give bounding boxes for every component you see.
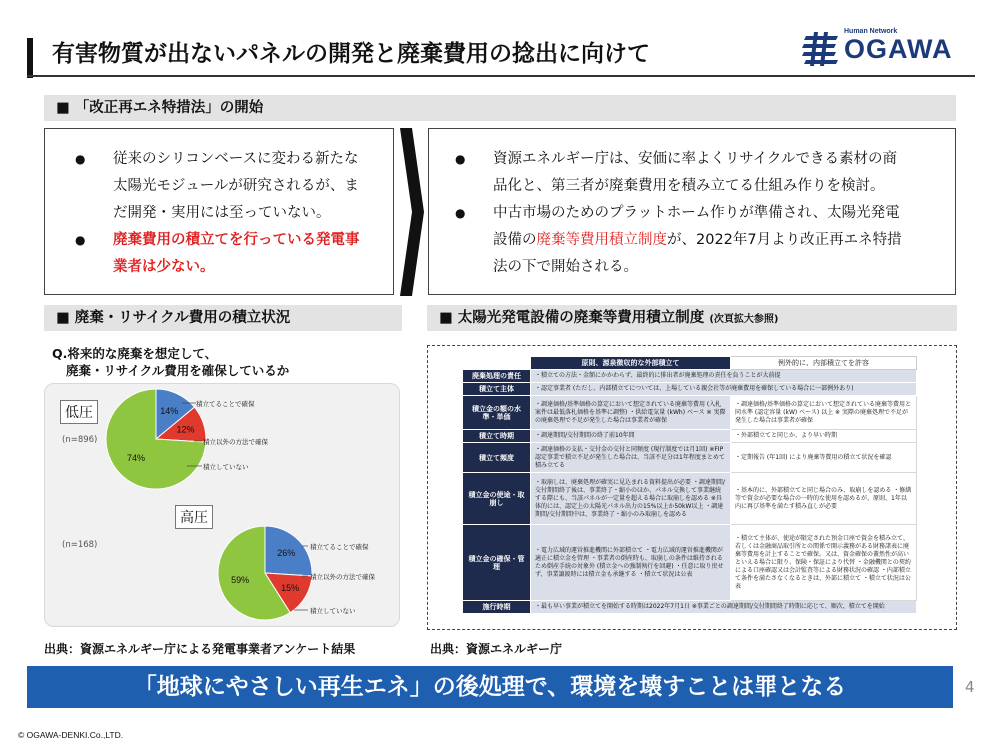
section-heading-note: (次頁拡大参照) bbox=[709, 314, 779, 325]
right-summary-box bbox=[428, 128, 956, 295]
question-line: 廃棄・リサイクル費用を確保しているか bbox=[66, 363, 290, 378]
company-logo bbox=[800, 28, 975, 68]
table-cell: ・積立ての方法・金額にかかわらず、最終的に排出者が廃棄処理の責任を負うことが大前提 bbox=[531, 370, 917, 383]
pie-chart-high bbox=[218, 526, 312, 620]
bullet-line: 廃棄費用の積立てを行っている発電事 bbox=[113, 232, 360, 248]
table-cell: ・調達期間/交付期間の終了前10年間 bbox=[531, 430, 731, 443]
bullet-line: 中古市場のためのプラットホーム作りが準備され、太陽光発電 bbox=[493, 205, 900, 221]
low-legend-other: 積立以外の方法で確保 bbox=[203, 438, 268, 446]
low-voltage-n: (n=896) bbox=[62, 435, 98, 445]
table-row-label: 積立金の額の水準・単価 bbox=[463, 396, 531, 430]
section-heading-scheme bbox=[427, 305, 957, 331]
pie-charts-svg bbox=[44, 383, 400, 627]
left-bullet-1 bbox=[75, 146, 385, 227]
bullet-line: 業者は少ない。 bbox=[113, 259, 215, 275]
section-heading-law: ■ 「改正再エネ特措法」の開始 bbox=[44, 95, 956, 121]
high-voltage-n: (n=168) bbox=[62, 540, 98, 550]
pie-slice-label: 74% bbox=[126, 452, 145, 463]
right-bullet-1 bbox=[455, 146, 950, 200]
table-row bbox=[463, 443, 917, 473]
pie-slice-label: 15% bbox=[281, 582, 300, 593]
table-row bbox=[463, 430, 917, 443]
table-row bbox=[463, 601, 917, 614]
scheme-table bbox=[462, 356, 917, 614]
chart-source: 出典：資源エネルギー庁による発電事業者アンケート結果 bbox=[44, 642, 356, 656]
bullet-dot-icon: ● bbox=[75, 233, 86, 247]
bullet-line: 従来のシリコンベースに変わる新たな bbox=[113, 151, 359, 167]
message-banner: 「地球にやさしい再生エネ」の後処理で、環境を壊すことは罪となる bbox=[27, 666, 953, 708]
table-col-internal: 例外的に、内部積立てを許容 bbox=[731, 357, 917, 370]
bullet-line: 太陽光モジュールが研究されるが、ま bbox=[113, 178, 359, 194]
right-bullet-2 bbox=[455, 200, 950, 281]
table-row-label: 積立て主体 bbox=[463, 383, 531, 396]
low-voltage-tag: 低圧 bbox=[60, 400, 98, 424]
table-cell: ・定期報告 (年1回) により廃棄等費用の積立て状況を確認 bbox=[731, 443, 917, 473]
low-legend-saved: 積立てることで確保 bbox=[196, 400, 255, 408]
table-header-row bbox=[463, 357, 917, 370]
bullet-line: 品化と、第三者が廃棄費用を積み立てる仕組み作りを検討。 bbox=[493, 178, 885, 194]
table-row-label: 積立て時期 bbox=[463, 430, 531, 443]
section-heading-status: ■ 廃棄・リサイクル費用の積立状況 bbox=[44, 305, 402, 331]
title-accent-bar bbox=[27, 38, 33, 78]
table-cell: ・最も早い事業が積立てを開始する時期は2022年7月1日 ※事業ごとの調達期間/交付期間終了時期に応じて、順次、積立てを開始 bbox=[531, 601, 917, 614]
table-row bbox=[463, 525, 917, 601]
right-arrow-icon bbox=[398, 128, 426, 296]
table-cell: ・基本的に、外部積立てと同じ場合のみ、取崩しを認める ・修繕等で資金が必要な場合の一時的な使用を認めるが、原則、1年以内に再び基準を満たす積み直しが必要 bbox=[731, 473, 917, 525]
table-cell: ・外部積立てと同じか、より早い時期 bbox=[731, 430, 917, 443]
survey-question bbox=[52, 345, 289, 379]
section-heading-text: ■ 太陽光発電設備の廃棄等費用積立制度 bbox=[439, 310, 705, 326]
pie-slice-label: 14% bbox=[160, 405, 179, 416]
bullet-line: 法の下で開始される。 bbox=[493, 259, 638, 275]
bullet-segment: が、2022年7月より改正再エネ特措 bbox=[667, 232, 902, 248]
logo-mark-icon bbox=[800, 32, 840, 66]
table-row-label: 廃棄処理の責任 bbox=[463, 370, 531, 383]
logo-tagline: Human Network bbox=[844, 28, 898, 35]
table-row-label: 積立て頻度 bbox=[463, 443, 531, 473]
bullet-dot-icon: ● bbox=[75, 152, 86, 166]
bullet-line bbox=[455, 227, 950, 254]
table-col-external: 原則、源泉徴収的な外部積立て bbox=[531, 357, 731, 370]
table-row-label: 積立金の確保・管理 bbox=[463, 525, 531, 601]
table-cell: ・調達価格/基準価格の算定において想定されている廃棄等費用と同水準 (認定容量 (kW) ベース) 以上 ※ 実際の廃棄処理で不足が発生した場合は事業者が確保 bbox=[731, 396, 917, 430]
high-legend-other: 積立以外の方法で確保 bbox=[310, 573, 375, 581]
bullet-dot-icon: ● bbox=[455, 152, 466, 166]
copyright: © OGAWA-DENKI.Co.,LTD. bbox=[18, 730, 124, 740]
table-cell: ・調達価格/基準価格の算定において想定されている廃棄等費用 (入札案件は最低落札価格を基準に調整) ・供給電気量 (kWh) ベース ※ 実際の廃棄処理で不足が発生した場合は事業者が確保 bbox=[531, 396, 731, 430]
table-row bbox=[463, 396, 917, 430]
bullet-line: 資源エネルギー庁は、安価に率よくリサイクルできる素材の商 bbox=[493, 151, 897, 167]
table-cell: ・電力広域的運営推進機関に外部積立て ・電力広域的運営推進機関が適正に積立金を管理 ・事業者の倒産時も、取崩しの条件は維持されるため倒産手続の対象外 (積立金への強制執行を回避) ・任意に取り戻せず、事業譲渡時には積立金も承継する ・積立て状況は公表 bbox=[531, 525, 731, 601]
logo-wordmark: OGAWA bbox=[844, 34, 953, 64]
page-number: 4 bbox=[965, 678, 975, 696]
high-voltage-tag: 高圧 bbox=[175, 505, 213, 529]
table-source: 出典：資源エネルギー庁 bbox=[430, 642, 563, 656]
table-cell: ・積立て主体が、使途が限定された預金口座で資金を積み立て、若しくは金融商品取引所との関係で開示義務がある財務諸表に廃棄等費用を計上することで確保。又は、資金確保の蓋然性が高いといえる場合に限り、保険・保証により代替 ・金融機関との契約による口座確認又は会計監査等による財務状況の確認 ・内部積立て条件を満たさなくなるときは、外部に積立て ・積立て状況は公表 bbox=[731, 525, 917, 601]
pie-slice-label: 59% bbox=[231, 575, 250, 586]
highlight-segment: 廃棄等費用積立制度 bbox=[536, 232, 667, 248]
page-title: 有害物質が出ないパネルの開発と廃棄費用の捻出に向けて bbox=[52, 41, 650, 67]
pie-slice-label: 26% bbox=[277, 548, 296, 559]
table-row bbox=[463, 370, 917, 383]
bullet-line: だ開発・実用には至っていない。 bbox=[113, 205, 331, 221]
table-row-label: 積立金の使途・取崩し bbox=[463, 473, 531, 525]
table-cell: ・認定事業者 (ただし、内部積立てについては、上場している親会社等が廃棄費用を確保している場合に一部例外あり) bbox=[531, 383, 917, 396]
table-row bbox=[463, 383, 917, 396]
pie-chart-low bbox=[106, 389, 206, 489]
pie-slice-label: 12% bbox=[176, 424, 195, 435]
title-divider bbox=[27, 75, 975, 77]
table-cell: ・調達価格の支払・交付金の交付と同頻度 (現行制度では月1回) ※FIP認定事業で積立不足が発生した場合は、当該不足分は1年程度まとめて積み立てる bbox=[531, 443, 731, 473]
bullet-segment: 設備の bbox=[493, 232, 537, 248]
question-line: Q.将来的な廃棄を想定して、 bbox=[52, 346, 218, 361]
left-bullet-2 bbox=[75, 227, 385, 281]
bullet-dot-icon: ● bbox=[455, 206, 466, 220]
table-row-label: 施行時期 bbox=[463, 601, 531, 614]
table-row bbox=[463, 473, 917, 525]
low-legend-none: 積立していない bbox=[203, 463, 249, 471]
left-summary-box bbox=[44, 128, 394, 295]
high-legend-saved: 積立てることで確保 bbox=[310, 543, 369, 551]
table-corner bbox=[463, 357, 531, 370]
table-cell: ・取崩しは、廃棄処理が確実に見込まれる資料提出が必要 ・調達期間/交付期間終了後は、事業終了・縮小のほか、パネル交換して事業継続する際にも、当該パネルが一定量を超える場合に取崩しを認める ※具体的には、認定上の太陽光パネル出力の15%以上か50kW以上 ・調達期間/交付期間中は、事業終了・縮小のみ取崩しを認める bbox=[531, 473, 731, 525]
high-legend-none: 積立していない bbox=[310, 607, 356, 615]
